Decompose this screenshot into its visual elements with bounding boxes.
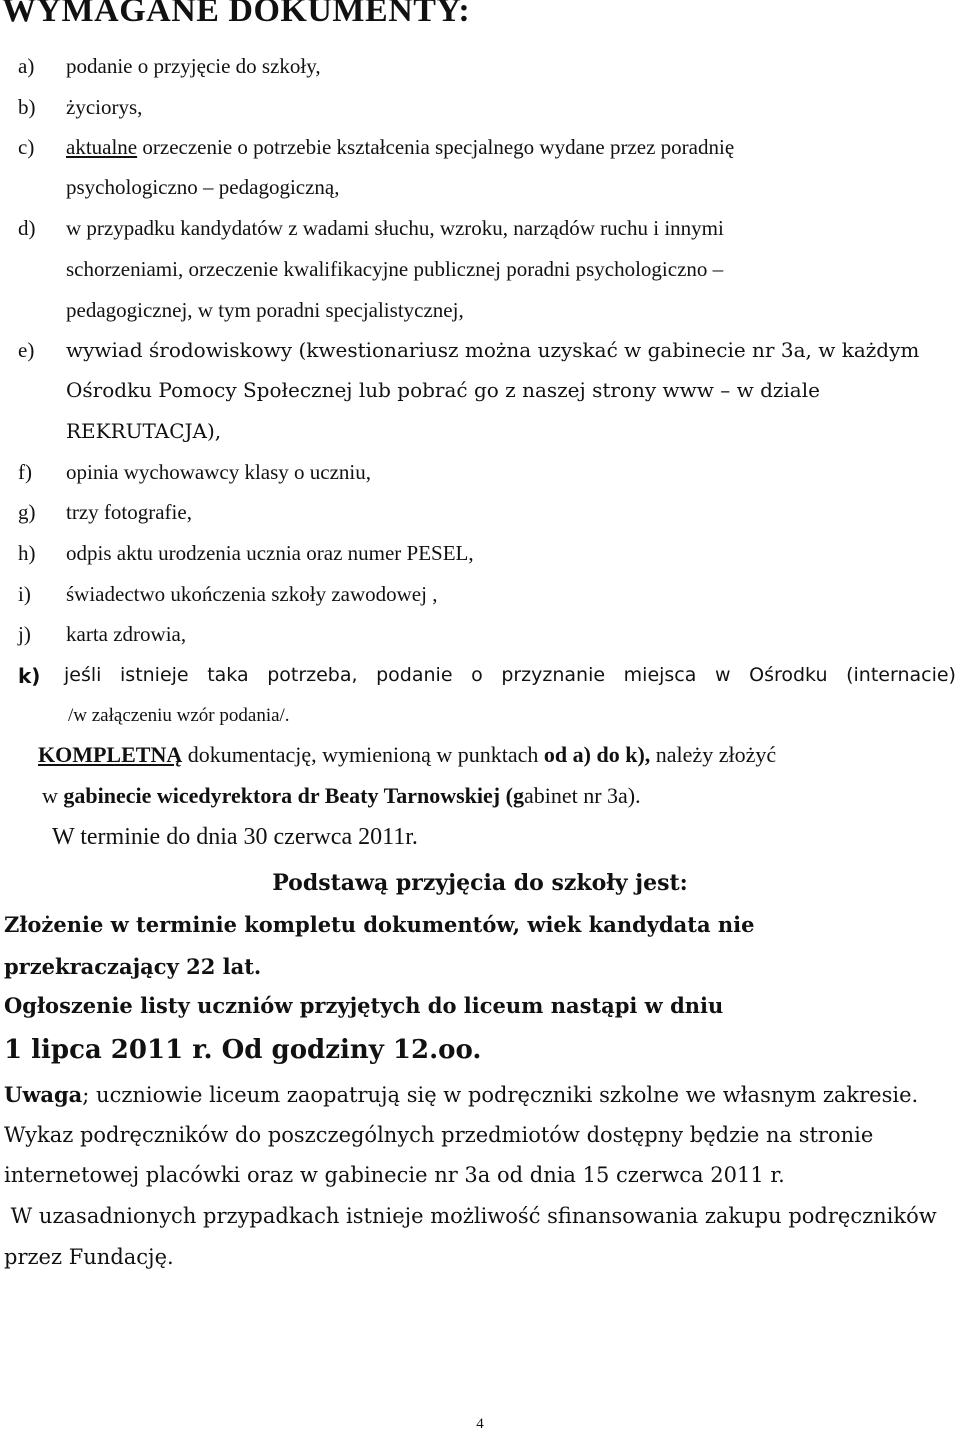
list-item-g: trzy fotografie, bbox=[66, 500, 192, 524]
list-item-d: w przypadku kandydatów z wadami słuchu, wzroku, narządów ruchu i innymi bbox=[66, 216, 724, 240]
page-title: WYMAGANE DOKUMENTY: bbox=[2, 0, 471, 29]
deadline-line: W terminie do dnia 30 czerwca 2011r. bbox=[52, 824, 418, 850]
complete-text1: dokumentację, wymienioną w punktach bbox=[182, 742, 544, 767]
k-word: o bbox=[471, 664, 483, 686]
basis-line1: Złożenie w terminie kompletu dokumentów, wiek kandydata nie bbox=[4, 912, 755, 937]
basis-heading: Podstawą przyjęcia do szkoły jest: bbox=[272, 870, 688, 896]
k-word: jeśli bbox=[64, 664, 102, 686]
list-item-k-line2: /w załączeniu wzór podania/. bbox=[68, 705, 290, 726]
note-strong: Uwaga bbox=[4, 1082, 83, 1107]
cabinet-line bbox=[42, 783, 641, 809]
list-item-c bbox=[66, 135, 734, 160]
announce-date: 1 lipca 2011 r. Od godziny 12.oo. bbox=[4, 1035, 482, 1065]
note-line bbox=[4, 1082, 918, 1107]
note-text: ; uczniowie liceum zaopatrują się w podręczniki szkolne we własnym zakresie. bbox=[82, 1083, 919, 1107]
k-word: w bbox=[714, 664, 731, 686]
k-word: Ośrodku bbox=[749, 664, 828, 686]
list-label-g: g) bbox=[18, 500, 36, 524]
list-item-f: opinia wychowawcy klasy o uczniu, bbox=[66, 460, 372, 484]
k-word: podanie bbox=[376, 664, 453, 686]
list-item-c-text: orzeczenie o potrzebie kształcenia specjalnego wydane przez poradnię bbox=[137, 135, 735, 159]
books-line1: Wykaz podręczników do poszczególnych przedmiotów dostępny będzie na stronie bbox=[4, 1123, 874, 1147]
cabinet-text2: abinet nr 3a). bbox=[523, 783, 641, 808]
list-label-i: i) bbox=[18, 582, 31, 606]
complete-docs-line bbox=[38, 742, 776, 768]
list-item-e: wywiad środowiskowy (kwestionariusz można uzyskać w gabinecie nr 3a, w każdym bbox=[66, 338, 920, 362]
basis-line2: przekraczający 22 lat. bbox=[4, 954, 262, 979]
list-item-j: karta zdrowia, bbox=[66, 622, 187, 646]
list-item-e-line2: Ośrodku Pomocy Społecznej lub pobrać go z naszej strony www – w dziale bbox=[66, 378, 820, 402]
cabinet-text1: w bbox=[42, 783, 64, 808]
fund-line1: W uzasadnionych przypadkach istnieje możliwość sfinansowania zakupu podręczników bbox=[4, 1204, 937, 1228]
list-item-i: świadectwo ukończenia szkoły zawodowej , bbox=[66, 582, 438, 606]
list-label-d: d) bbox=[18, 216, 36, 240]
list-label-h: h) bbox=[18, 541, 36, 565]
complete-strong: KOMPLETNĄ bbox=[38, 742, 183, 767]
fund-line2: przez Fundację. bbox=[4, 1245, 174, 1269]
k-word: (internacie) bbox=[846, 664, 956, 686]
k-word: miejsca bbox=[623, 664, 697, 686]
k-word: przyznanie bbox=[501, 664, 606, 686]
list-item-e-line3: REKRUTACJA), bbox=[66, 419, 222, 443]
list-item-d-line2: schorzeniami, orzeczenie kwalifikacyjne publicznej poradni psychologiczno – bbox=[66, 257, 724, 281]
list-item-a: podanie o przyjęcie do szkoły, bbox=[66, 54, 321, 78]
list-label-c: c) bbox=[18, 135, 35, 159]
list-label-a: a) bbox=[18, 54, 35, 78]
list-label-e: e) bbox=[18, 338, 35, 362]
list-label-b: b) bbox=[18, 95, 36, 119]
cabinet-strong: gabinecie wicedyrektora dr Beaty Tarnowskiej (g bbox=[63, 783, 524, 808]
list-label-f: f) bbox=[18, 460, 32, 484]
k-word: taka bbox=[207, 664, 249, 686]
list-item-d-line3: pedagogicznej, w tym poradni specjalistycznej, bbox=[66, 298, 464, 322]
complete-text2: należy złożyć bbox=[650, 742, 777, 767]
complete-range: od a) do k), bbox=[543, 742, 651, 767]
page-number: 4 bbox=[476, 1416, 484, 1432]
k-word: potrzeba, bbox=[267, 664, 358, 686]
list-item-h: odpis aktu urodzenia ucznia oraz numer PESEL, bbox=[66, 541, 474, 565]
list-item-k bbox=[64, 664, 956, 686]
announce-line1: Ogłoszenie listy uczniów przyjętych do liceum nastąpi w dniu bbox=[4, 993, 724, 1018]
list-label-k: k) bbox=[18, 664, 41, 688]
list-item-b: życiorys, bbox=[66, 95, 143, 119]
list-label-j: j) bbox=[18, 622, 31, 646]
underlined-word: aktualne bbox=[66, 135, 138, 159]
list-item-c-line2: psychologiczno – pedagogiczną, bbox=[66, 175, 340, 199]
k-word: istnieje bbox=[120, 664, 189, 686]
books-line2: internetowej placówki oraz w gabinecie nr 3a od dnia 15 czerwca 2011 r. bbox=[4, 1163, 785, 1187]
